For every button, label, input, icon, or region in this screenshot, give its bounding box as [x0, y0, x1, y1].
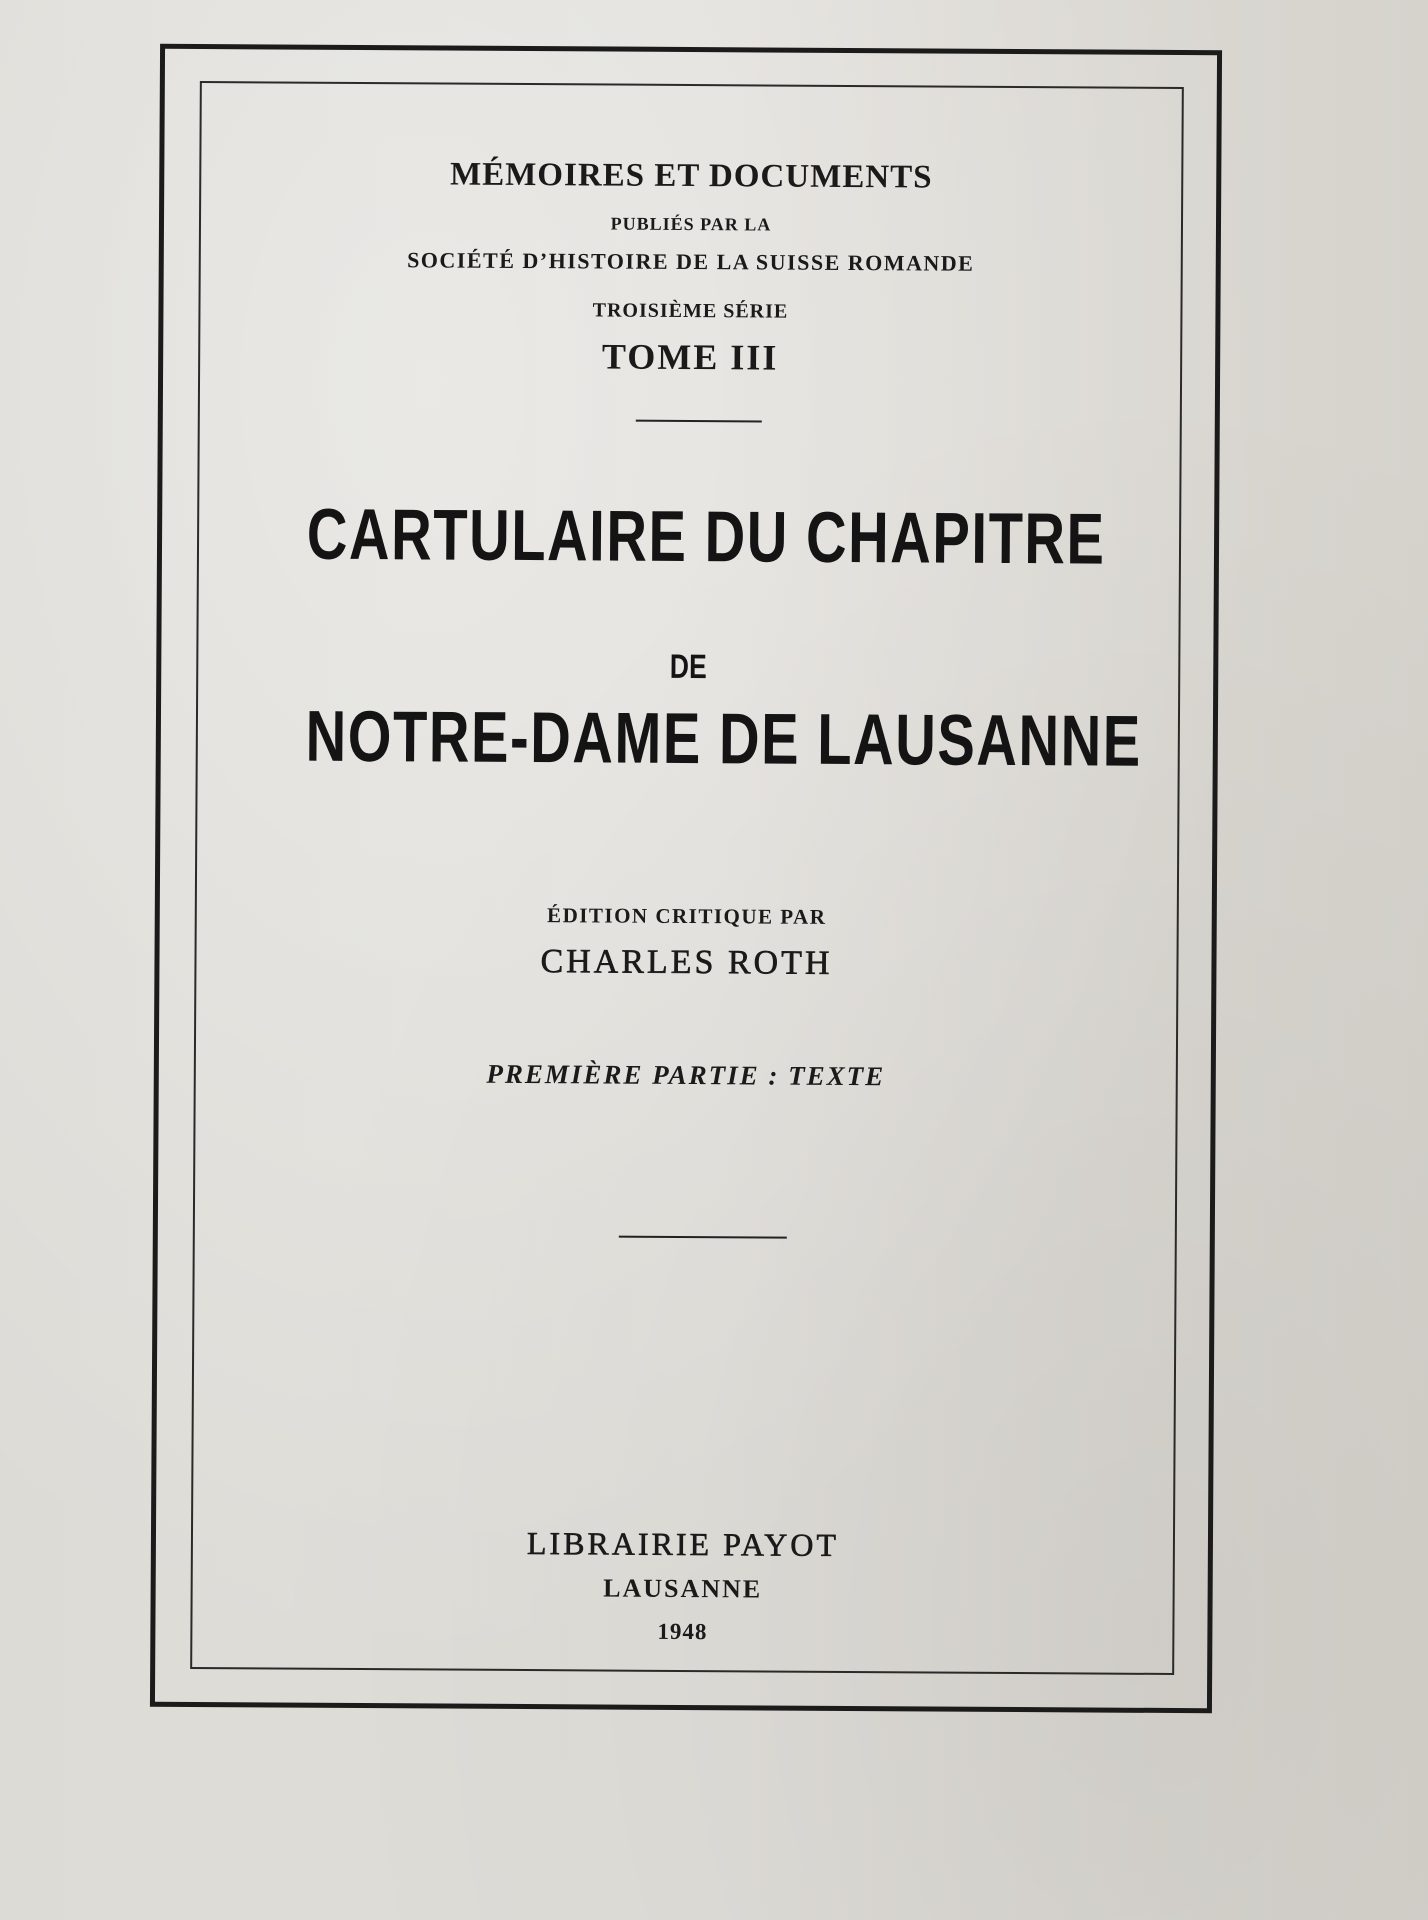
publication-year: 1948 — [657, 1618, 708, 1645]
volume-number: TOME III — [601, 336, 779, 378]
part-label: PREMIÈRE PARTIE : TEXTE — [486, 1058, 886, 1092]
edition-label: ÉDITION CRITIQUE PAR — [547, 903, 827, 929]
outer-border-frame — [150, 44, 1222, 1713]
published-by-line: PUBLIÉS PAR LA — [610, 213, 772, 235]
main-title-line-2: DE — [669, 647, 707, 687]
top-divider-rule — [636, 420, 762, 423]
main-title-line-1: CARTULAIRE DU CHAPITRE — [306, 494, 1106, 580]
series-number: TROISIÈME SÉRIE — [592, 299, 789, 323]
series-title: MÉMOIRES ET DOCUMENTS — [449, 156, 933, 196]
bottom-divider-rule — [619, 1236, 787, 1239]
publication-city: LAUSANNE — [603, 1573, 763, 1604]
title-page-content — [192, 83, 1182, 1673]
main-title-line-3: NOTRE-DAME DE LAUSANNE — [305, 696, 1143, 782]
publisher-name: LIBRAIRIE PAYOT — [526, 1525, 840, 1563]
author-name: CHARLES ROTH — [540, 943, 833, 982]
inner-border-frame — [190, 81, 1184, 1675]
society-name: SOCIÉTÉ D’HISTOIRE DE LA SUISSE ROMANDE — [407, 247, 975, 276]
